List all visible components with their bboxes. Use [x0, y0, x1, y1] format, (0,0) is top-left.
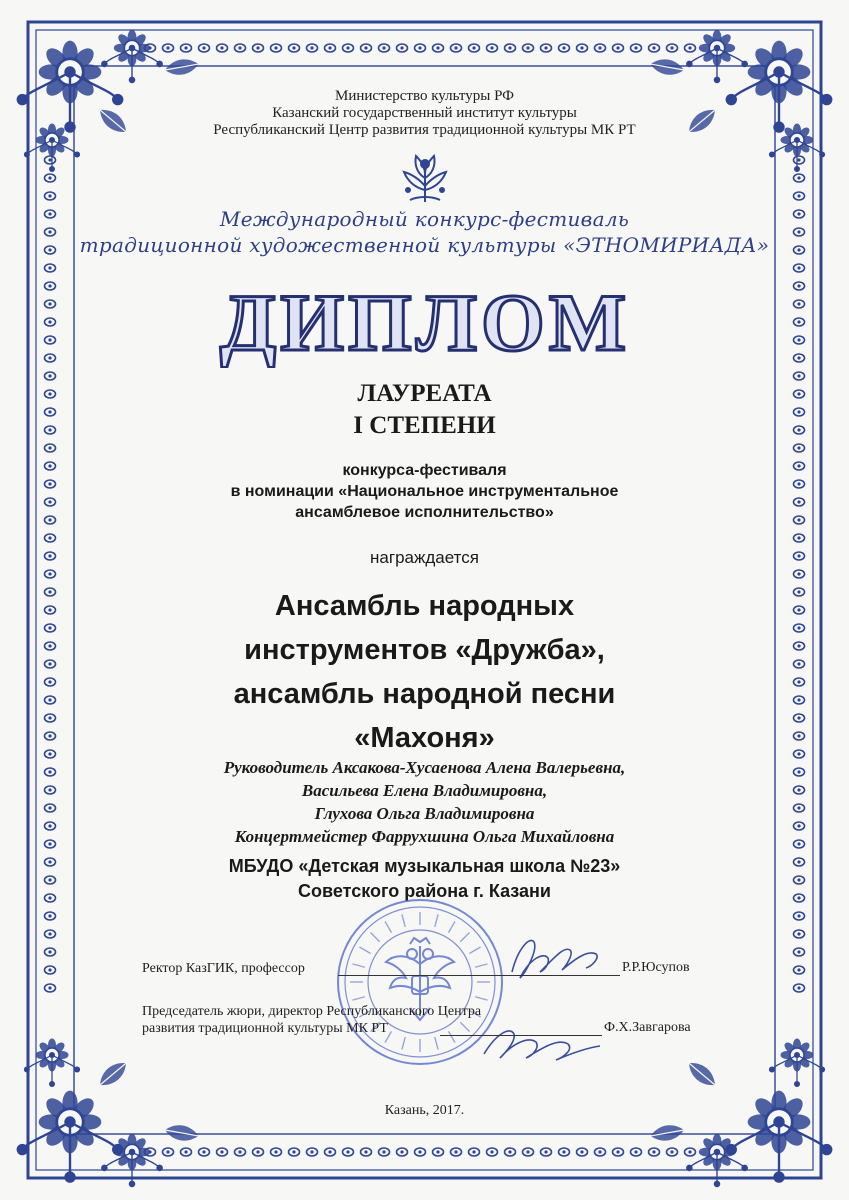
festival-line-1: Международный конкурс-фестиваль [219, 207, 630, 231]
jury-title-line-1: Председатель жюри, директор Республиканского Центра [142, 1004, 482, 1019]
laureate-line-1: ЛАУРЕАТА [357, 380, 492, 407]
org-line-ministry: Министерство культуры РФ [334, 88, 515, 104]
jury-chair-title [142, 1003, 481, 1037]
diploma-title [200, 278, 650, 368]
recipient-line-4: «Махоня» [354, 722, 495, 754]
org-line-institute: Казанский государственный институт культуры [272, 105, 577, 121]
festival-line-2: традиционной художественной культуры «ЭТНОМИРИАДА» [79, 233, 770, 257]
school-line-1: МБУДО «Детская музыкальная школа №23» [228, 856, 621, 876]
diploma-title-text: ДИПЛОМ [219, 278, 631, 368]
gzhel-flower-ornament-icon [396, 150, 454, 206]
staff-line-3: Глухова Ольга Владимировна [314, 804, 535, 823]
staff-line-4: Концертмейстер Фаррухшина Ольга Михайловна [234, 827, 615, 846]
competition-line-1: конкурса-фестиваля [342, 462, 507, 479]
city-and-year: Казань, 2017. [384, 1103, 465, 1118]
awarded-text: награждается [370, 548, 479, 567]
jury-chair-signature-line [440, 1035, 602, 1036]
staff-line-1: Руководитель Аксакова-Хусаенова Алена Валерьевна, [223, 758, 626, 777]
rector-name: Р.Р.Юсупов [622, 960, 690, 975]
rector-title: Ректор КазГИК, профессор [142, 961, 305, 976]
laureate-degree [0, 378, 849, 442]
org-line-center: Республиканский Центр развития традиционной культуры МК РТ [213, 122, 636, 138]
staff-list [0, 756, 849, 848]
jury-title-line-2: развития традиционной культуры МК РТ [142, 1021, 388, 1036]
competition-line-3: ансамблевое исполнительство» [295, 504, 554, 521]
recipient-line-3: ансамбль народной песни [233, 678, 616, 710]
recipient-name [0, 584, 849, 760]
recipient-line-1: Ансамбль народных [274, 590, 575, 622]
staff-line-2: Васильева Елена Владимировна, [301, 781, 548, 800]
school-line-2: Советского района г. Казани [298, 881, 551, 901]
competition-nomination [0, 460, 849, 523]
recipient-line-2: инструментов «Дружба», [244, 634, 605, 666]
festival-name [0, 206, 849, 258]
rector-signature-line [338, 975, 620, 976]
jury-chair-signature [476, 1014, 606, 1070]
jury-chair-name: Ф.Х.Завгарова [604, 1020, 691, 1035]
laureate-line-2: I СТЕПЕНИ [353, 412, 496, 439]
organization-header [0, 88, 849, 139]
competition-line-2: в номинации «Национальное инструментальное [230, 483, 619, 500]
